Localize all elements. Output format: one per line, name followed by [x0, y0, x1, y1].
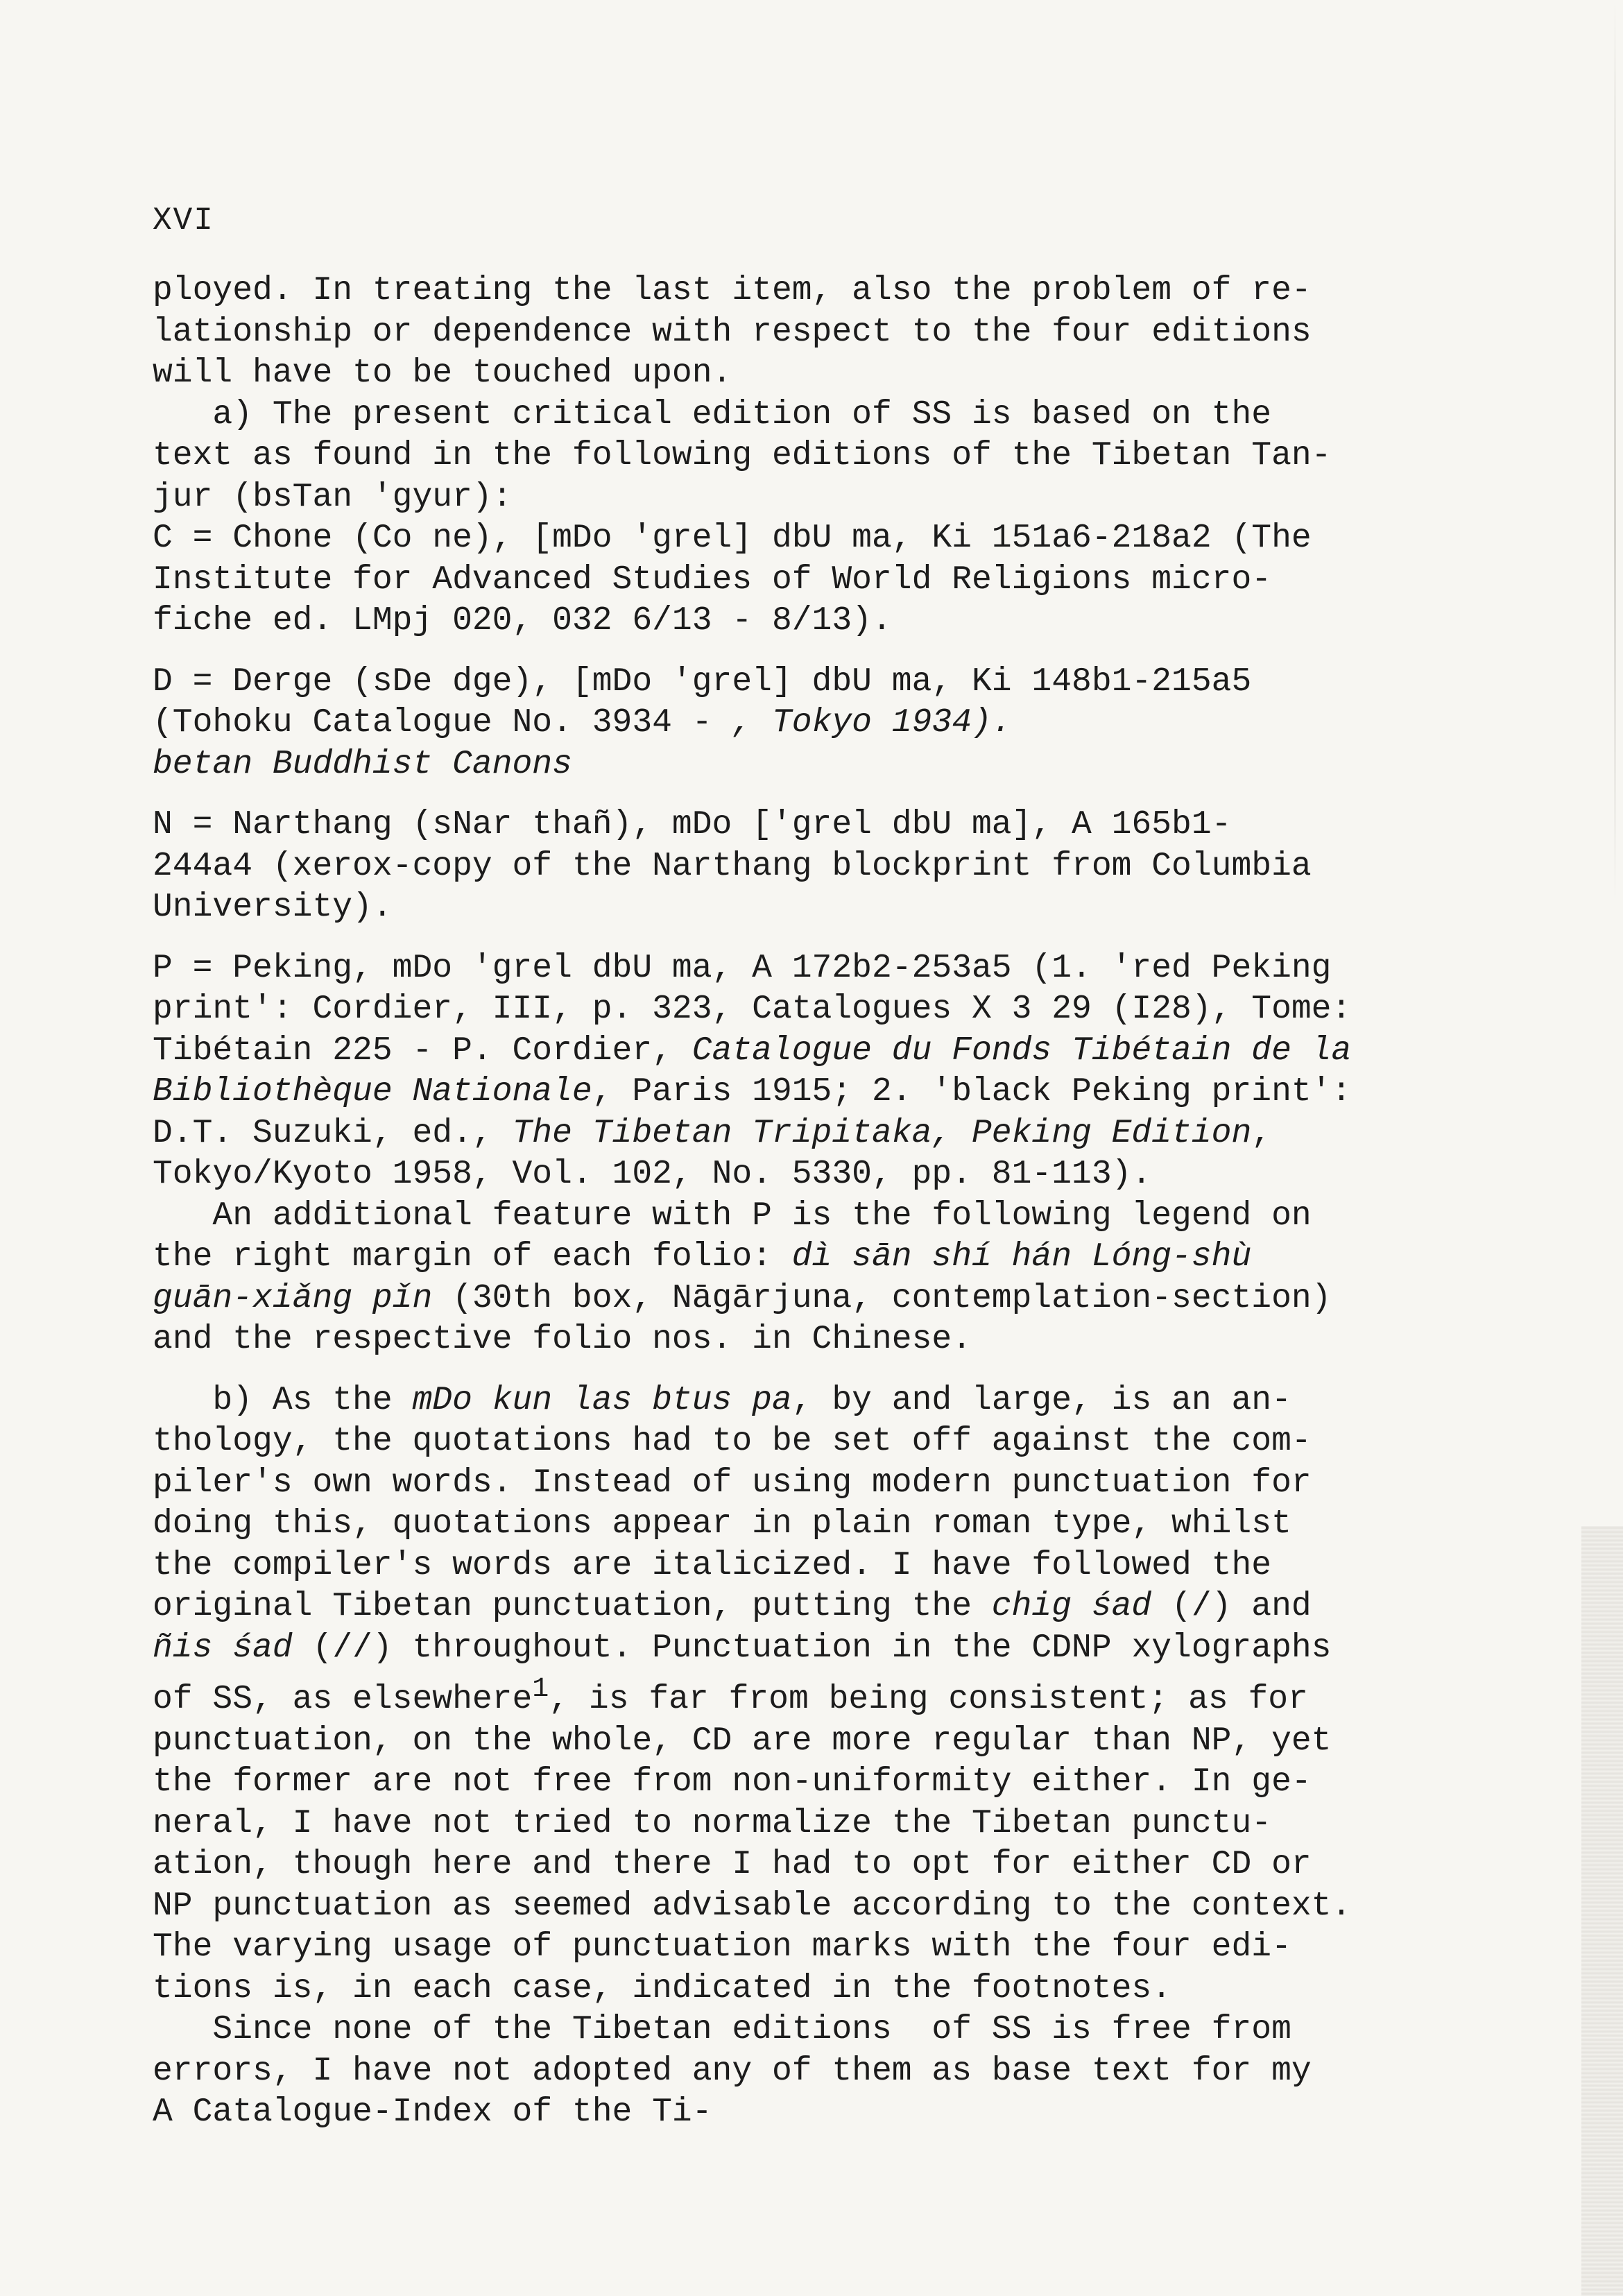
text-run: of SS, as elsewhere: [153, 1681, 533, 1718]
text-run: (//) throughout. Punctuation in the CDNP xylographs: [292, 1629, 1332, 1667]
text-run: original Tibetan punctuation, putting the: [153, 1588, 992, 1625]
text-line: [153, 744, 1470, 786]
text-run: (Tohoku Catalogue No. 3934 -: [153, 704, 732, 742]
italic-title: Bibliothèque Nationale: [153, 1073, 592, 1111]
text-line: a) The present critical edition of SS is based on the: [153, 395, 1272, 434]
text-line: [153, 1669, 1470, 1721]
body-text: [153, 271, 1470, 2134]
text-line: [153, 1278, 1470, 1320]
text-run: Tibétain 225 - P. Cordier,: [153, 1031, 692, 1070]
italic-title: , Tokyo 1934).: [732, 704, 1012, 742]
text-line: lationship or dependence with respect to the four editions: [153, 313, 1312, 351]
italic-term: ñis śad: [153, 1629, 293, 1667]
text-run: ,: [1251, 1114, 1272, 1152]
text-run: D.T. Suzuki, ed.,: [153, 1114, 513, 1152]
text-run: , is far from being consistent; as for: [549, 1681, 1308, 1718]
italic-term: guān-xiǎng pǐn: [153, 1279, 433, 1317]
italic-title: mDo kun las btus pa: [412, 1381, 792, 1419]
edition-entry-n: N = Narthang (sNar thañ), mDo ['grel dbU ma], A 165b1-: [153, 806, 1232, 843]
text-line: fiche ed. LMpj 020, 032 6/13 - 8/13).: [153, 602, 892, 640]
text-line: An additional feature with P is the following legend on: [153, 1197, 1312, 1235]
italic-title: Catalogue du Fonds Tibétain de la: [692, 1031, 1352, 1070]
text-line: Institute for Advanced Studies of World Religions micro-: [153, 560, 1272, 599]
italic-title: betan Buddhist Canons: [153, 745, 572, 783]
footnote-ref: 1: [532, 1674, 549, 1705]
text-line: [153, 703, 1470, 744]
text-line: Since none of the Tibetan editions of SS is free from: [153, 2011, 1291, 2048]
text-line: print': Cordier, III, p. 323, Catalogues X 3 29 (I28), Tome:: [153, 991, 1352, 1028]
text-line: doing this, quotations appear in plain roman type, whilst: [153, 1505, 1291, 1543]
scan-edge-texture: [1581, 1526, 1623, 2296]
text-line: jur (bsTan 'gyur):: [153, 478, 513, 516]
scan-edge-line: [1614, 0, 1616, 902]
text-line: text as found in the following editions of the Tibetan Tan-: [153, 437, 1332, 474]
text-line: the former are not free from non-uniformity either. In ge-: [153, 1763, 1312, 1801]
text-line: and the respective folio nos. in Chinese.: [153, 1321, 972, 1358]
text-line: [153, 1113, 1470, 1155]
text-run: , by and large, is an an-: [791, 1381, 1291, 1419]
text-line: [153, 1380, 1470, 1422]
edition-entry-d: D = Derge (sDe dge), [mDo 'grel] dbU ma, Ki 148b1-215a5: [153, 662, 1252, 701]
text-line: [153, 1031, 1470, 1072]
text-line: NP punctuation as seemed advisable according to the context.: [153, 1887, 1352, 1925]
text-run: (30th box, Nāgārjuna, contemplation-section): [432, 1279, 1332, 1317]
text-line: [153, 1628, 1470, 1670]
text-line: Tokyo/Kyoto 1958, Vol. 102, No. 5330, pp. 81-113).: [153, 1156, 1152, 1193]
text-line: piler's own words. Instead of using modern punctuation for: [153, 1464, 1312, 1502]
text-line: 244a4 (xerox-copy of the Narthang blockprint from Columbia: [153, 847, 1312, 885]
text-line: ployed. In treating the last item, also the problem of re-: [153, 272, 1312, 309]
text-line: A Catalogue-Index of the Ti-: [153, 2093, 712, 2131]
text-line: The varying usage of punctuation marks with the four edi-: [153, 1928, 1291, 1966]
text-line: neral, I have not tried to normalize the Tibetan punctu-: [153, 1804, 1272, 1842]
text-line: thology, the quotations had to be set off against the com-: [153, 1423, 1312, 1460]
text-line: punctuation, on the whole, CD are more regular than NP, yet: [153, 1722, 1332, 1760]
text-line: [153, 1072, 1470, 1113]
text-run: b) As the: [153, 1381, 413, 1419]
text-line: ation, though here and there I had to opt for either CD or: [153, 1846, 1312, 1883]
edition-entry-p: P = Peking, mDo 'grel dbU ma, A 172b2-253a5 (1. 'red Peking: [153, 949, 1332, 987]
text-line: [153, 1586, 1470, 1628]
text-line: University).: [153, 889, 393, 926]
text-run: the right margin of each folio:: [153, 1238, 792, 1276]
italic-term: chig śad: [991, 1588, 1152, 1625]
text-line: will have to be touched upon.: [153, 354, 732, 392]
text-run: (/) and: [1151, 1588, 1312, 1625]
text-line: tions is, in each case, indicated in the footnotes.: [153, 1969, 1172, 2007]
italic-title: The Tibetan Tripitaka, Peking Edition: [512, 1114, 1252, 1152]
text-run: , Paris 1915; 2. 'black Peking print':: [592, 1073, 1352, 1111]
italic-term: dì sān shí hán Lóng-shù: [791, 1238, 1252, 1276]
page-number: XVI: [153, 203, 214, 239]
text-line: errors, I have not adopted any of them as base text for my: [153, 2052, 1312, 2090]
text-line: [153, 1237, 1470, 1278]
edition-entry-c: C = Chone (Co ne), [mDo 'grel] dbU ma, Ki 151a6-218a2 (The: [153, 520, 1312, 557]
text-line: the compiler's words are italicized. I have followed the: [153, 1546, 1272, 1584]
